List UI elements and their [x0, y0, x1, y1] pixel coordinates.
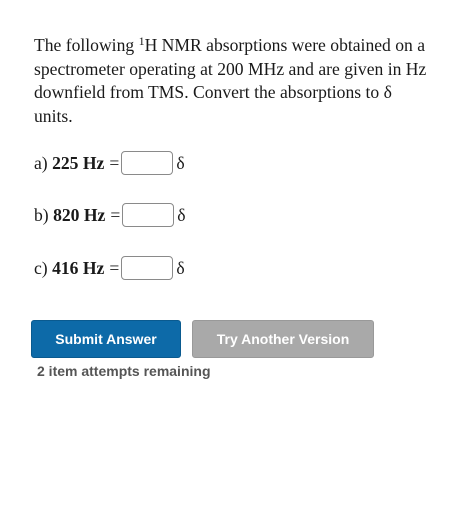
part-b-frequency: 820 Hz [53, 204, 106, 225]
isotope-superscript: 1 [138, 34, 145, 48]
attempts-remaining-text: 2 item attempts remaining [37, 363, 211, 379]
part-a [34, 149, 185, 177]
part-c-label: c) [34, 257, 53, 278]
part-c-equals: = [109, 257, 120, 278]
part-c-unit: δ [176, 257, 185, 278]
part-a-frequency: 225 Hz [52, 152, 105, 173]
try-another-version-button[interactable]: Try Another Version [192, 320, 374, 358]
part-b-label: b) [34, 204, 54, 225]
question-text [34, 34, 434, 128]
submit-answer-button[interactable]: Submit Answer [31, 320, 181, 358]
question-text-start: The following [34, 35, 139, 55]
part-a-label: a) [34, 152, 53, 173]
part-b-equals: = [110, 204, 121, 225]
part-a-answer-input[interactable] [121, 151, 173, 175]
question-text-end: H NMR absorptions were obtained on a spectrometer operating at 200 MHz and are given in Hz downfield from TMS. Convert the absorptions to δ units. [34, 35, 427, 126]
part-a-equals: = [109, 152, 120, 173]
part-a-unit: δ [176, 152, 185, 173]
part-b-answer-input[interactable] [122, 203, 174, 227]
part-c-answer-input[interactable] [121, 256, 173, 280]
part-b-unit: δ [177, 204, 186, 225]
part-c-frequency: 416 Hz [52, 257, 105, 278]
part-c [34, 254, 185, 282]
part-b [34, 201, 186, 229]
